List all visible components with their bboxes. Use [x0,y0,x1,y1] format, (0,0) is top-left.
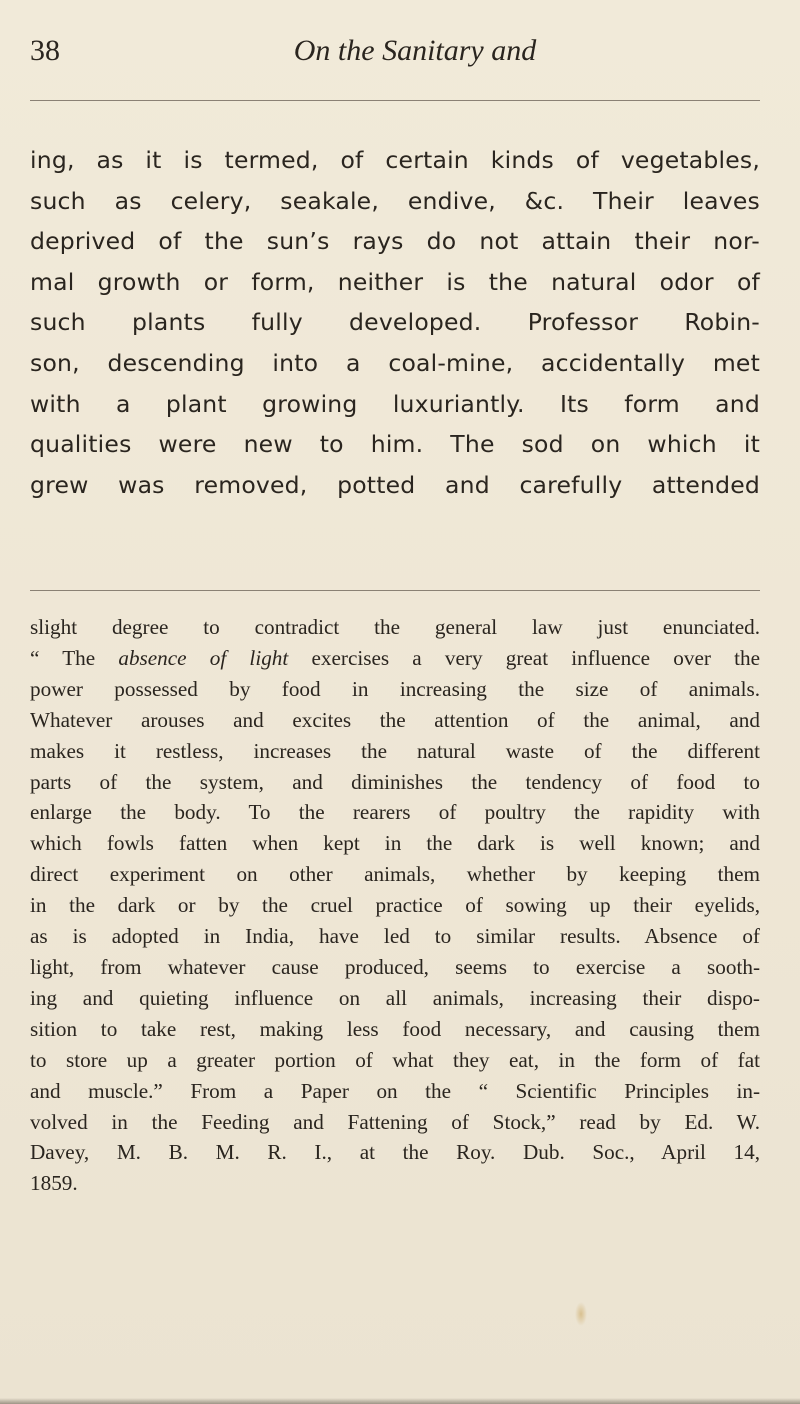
footnote-line: and muscle.” From a Paper on the “ Scientific Principles in- [30,1078,760,1103]
text-line: mal growth or form, neither is the natural odor of [30,267,760,296]
footnote-text: exercises a very great influence over the [288,645,760,670]
footnote-line: slight degree to contradict the general law just enunciated. [30,615,760,639]
text-line: grew was removed, potted and carefully attended [30,470,760,499]
footnote-line: parts of the system, and diminishes the tendency of food to [30,769,760,794]
header-rule [30,100,760,101]
main-text [30,140,760,505]
footnote-line: enlarge the body. To the rearers of poultry the rapidity with [30,800,760,825]
footnote-line: volved in the Feeding and Fattening of Stock,” read by Ed. W. [30,1109,760,1134]
text-line: such plants fully developed. Professor Robin- [30,308,760,337]
footnote-line: Davey, M. B. M. R. I., at the Roy. Dub. Soc., April 14, [30,1140,760,1165]
footnote-line: power possessed by food in increasing the size of animals. [30,676,760,701]
running-head: On the Sanitary and [293,34,537,67]
footnote-line: makes it restless, increases the natural waste of the different [30,738,760,763]
footnote-line: ing and quieting influence on all animals, increasing their dispo- [30,985,760,1010]
footnote [30,612,760,1199]
italic-phrase: absence of light [118,645,289,670]
text-line: son, descending into a coal-mine, accidentally met [30,348,760,377]
footnote-line: in the dark or by the cruel practice of sowing up their eyelids, [30,893,760,918]
text-line: deprived of the sun’s rays do not attain their nor- [30,227,760,256]
text-line: such as celery, seakale, endive, &c. Their leaves [30,186,760,215]
page-header [30,30,760,78]
footnote-line: sition to take rest, making less food necessary, and causing them [30,1016,760,1041]
text-line: with a plant growing luxuriantly. Its form and [30,389,760,418]
page-number: 38 [30,34,60,67]
footnote-line: direct experiment on other animals, whether by keeping them [30,862,760,887]
open-quote: “ The [30,645,119,670]
footnote-line: light, from whatever cause produced, seems to exercise a sooth- [30,954,760,979]
text-line: ing, as it is termed, of certain kinds of vegetables, [30,146,760,174]
footnote-line: which fowls fatten when kept in the dark is well known; and [30,831,760,856]
footnote-line: to store up a greater portion of what they eat, in the form of fat [30,1047,760,1072]
text-line: qualities were new to him. The sod on which it [30,430,760,459]
footnote-rule [30,590,760,591]
paper-stain [575,1302,587,1326]
footnote-line: 1859. [30,1171,78,1196]
footnote-line: as is adopted in India, have led to similar results. Absence of [30,924,760,949]
page-edge [0,1398,800,1404]
footnote-line [30,643,760,674]
footnote-line: Whatever arouses and excites the attention of the animal, and [30,707,760,732]
